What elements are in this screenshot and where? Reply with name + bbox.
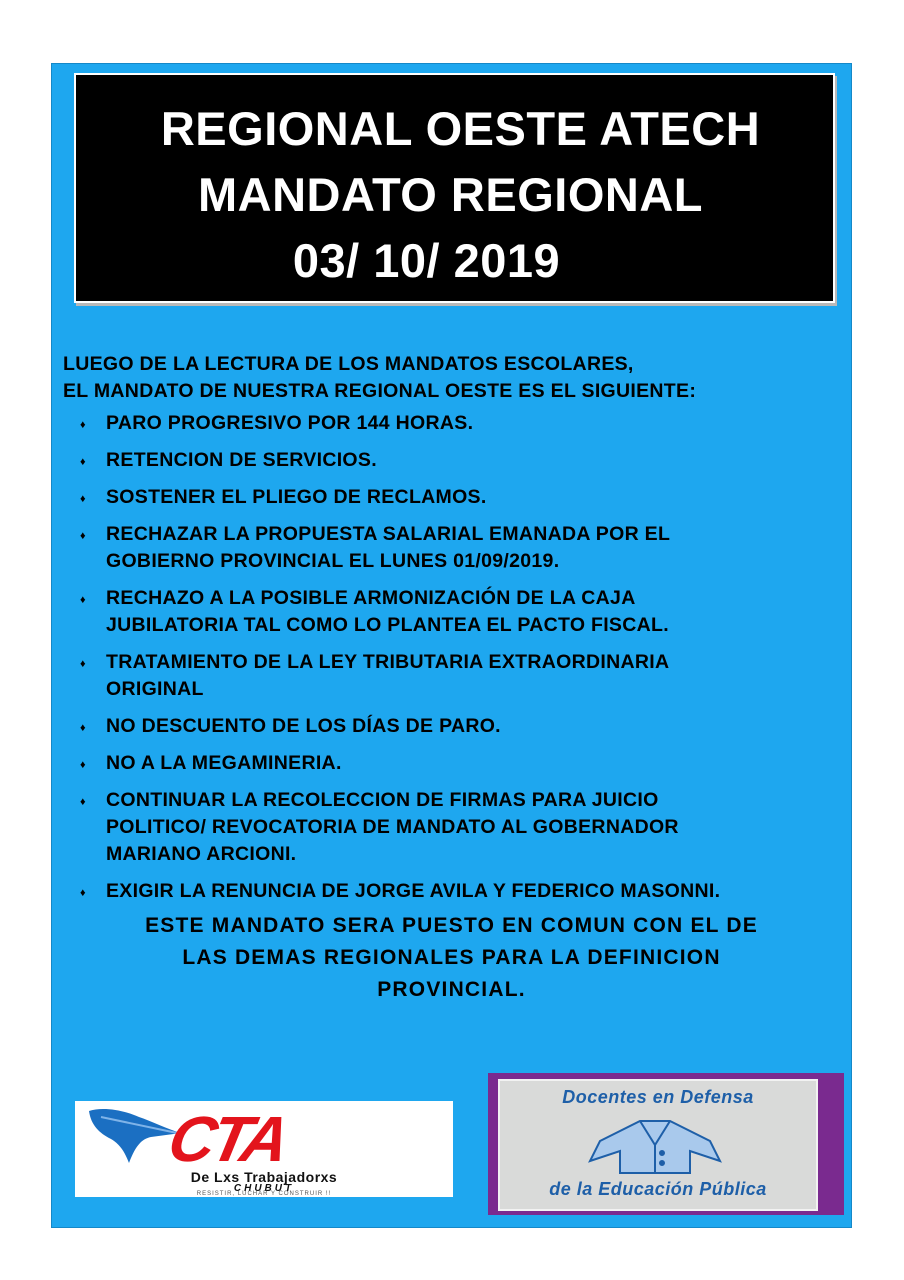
docentes-top-text: Docentes en Defensa — [562, 1087, 754, 1107]
diamond-bullet-icon: ♦ — [80, 658, 86, 670]
diamond-bullet-icon: ♦ — [80, 796, 86, 808]
diamond-bullet-icon: ♦ — [80, 419, 86, 431]
intro-line-1: LUEGO DE LA LECTURA DE LOS MANDATOS ESCOLARES, — [63, 353, 634, 375]
diamond-bullet-icon: ♦ — [80, 722, 86, 734]
diamond-bullet-icon: ♦ — [80, 530, 86, 542]
mandate-list — [78, 410, 858, 915]
cta-logo — [75, 1101, 453, 1197]
docentes-bottom-text: de la Educación Pública — [549, 1179, 767, 1199]
docentes-logo — [488, 1073, 844, 1215]
list-item: ♦ PARO PROGRESIVO POR 144 HORAS. — [78, 410, 858, 437]
list-item: ♦ EXIGIR LA RENUNCIA DE JORGE AVILA Y FEDERICO MASONNI. — [78, 878, 858, 905]
diamond-bullet-icon: ♦ — [80, 887, 86, 899]
cta-region: CHUBUT — [233, 1183, 295, 1194]
list-item: ♦ CONTINUAR LA RECOLECCION DE FIRMAS PARA JUICIO POLITICO/ REVOCATORIA DE MANDATO AL GOBERNADOR MARIANO ARCIONI. — [80, 789, 679, 865]
cta-motto: RESISTIR, LUCHAR Y CONSTRUIR !! — [196, 1191, 332, 1197]
diamond-bullet-icon: ♦ — [80, 594, 86, 606]
list-item: ♦ NO A LA MEGAMINERIA. — [78, 750, 858, 777]
list-item: ♦ NO DESCUENTO DE LOS DÍAS DE PARO. — [78, 713, 858, 740]
intro-line-2: EL MANDATO DE NUESTRA REGIONAL OESTE ES EL SIGUIENTE: — [63, 380, 697, 402]
diamond-bullet-icon: ♦ — [80, 456, 86, 468]
title-line-2: MANDATO REGIONAL — [198, 168, 703, 221]
list-item: ♦ RETENCION DE SERVICIOS. — [78, 447, 858, 474]
cta-letters: CTA — [162, 1103, 293, 1175]
closing-statement: ESTE MANDATO SERA PUESTO EN COMUN CON EL DE LAS DEMAS REGIONALES PARA LA DEFINICION PROVINCIAL. — [145, 914, 758, 1001]
diamond-bullet-icon: ♦ — [80, 493, 86, 505]
title-banner — [74, 73, 835, 303]
cta-subtitle: De Lxs Trabajadorxs — [190, 1169, 338, 1185]
title-date: 03/ 10/ 2019 — [292, 234, 561, 287]
diamond-bullet-icon: ♦ — [80, 759, 86, 771]
list-item: ♦ RECHAZO A LA POSIBLE ARMONIZACIÓN DE LA CAJA JUBILATORIA TAL COMO LO PLANTEA EL PACTO FISCAL. — [80, 587, 669, 636]
intro-text — [63, 351, 696, 405]
title-line-1: REGIONAL OESTE ATECH — [160, 102, 761, 155]
poster — [52, 64, 851, 1227]
docentes-logo-panel — [498, 1079, 818, 1211]
list-item: ♦ RECHAZAR LA PROPUESTA SALARIAL EMANADA POR EL GOBIERNO PROVINCIAL EL LUNES 01/09/2019. — [80, 523, 671, 572]
teacher-coat-icon — [570, 1111, 750, 1177]
list-item: ♦ TRATAMIENTO DE LA LEY TRIBUTARIA EXTRAORDINARIA ORIGINAL — [80, 651, 670, 700]
list-item: ♦ SOSTENER EL PLIEGO DE RECLAMOS. — [78, 484, 858, 511]
